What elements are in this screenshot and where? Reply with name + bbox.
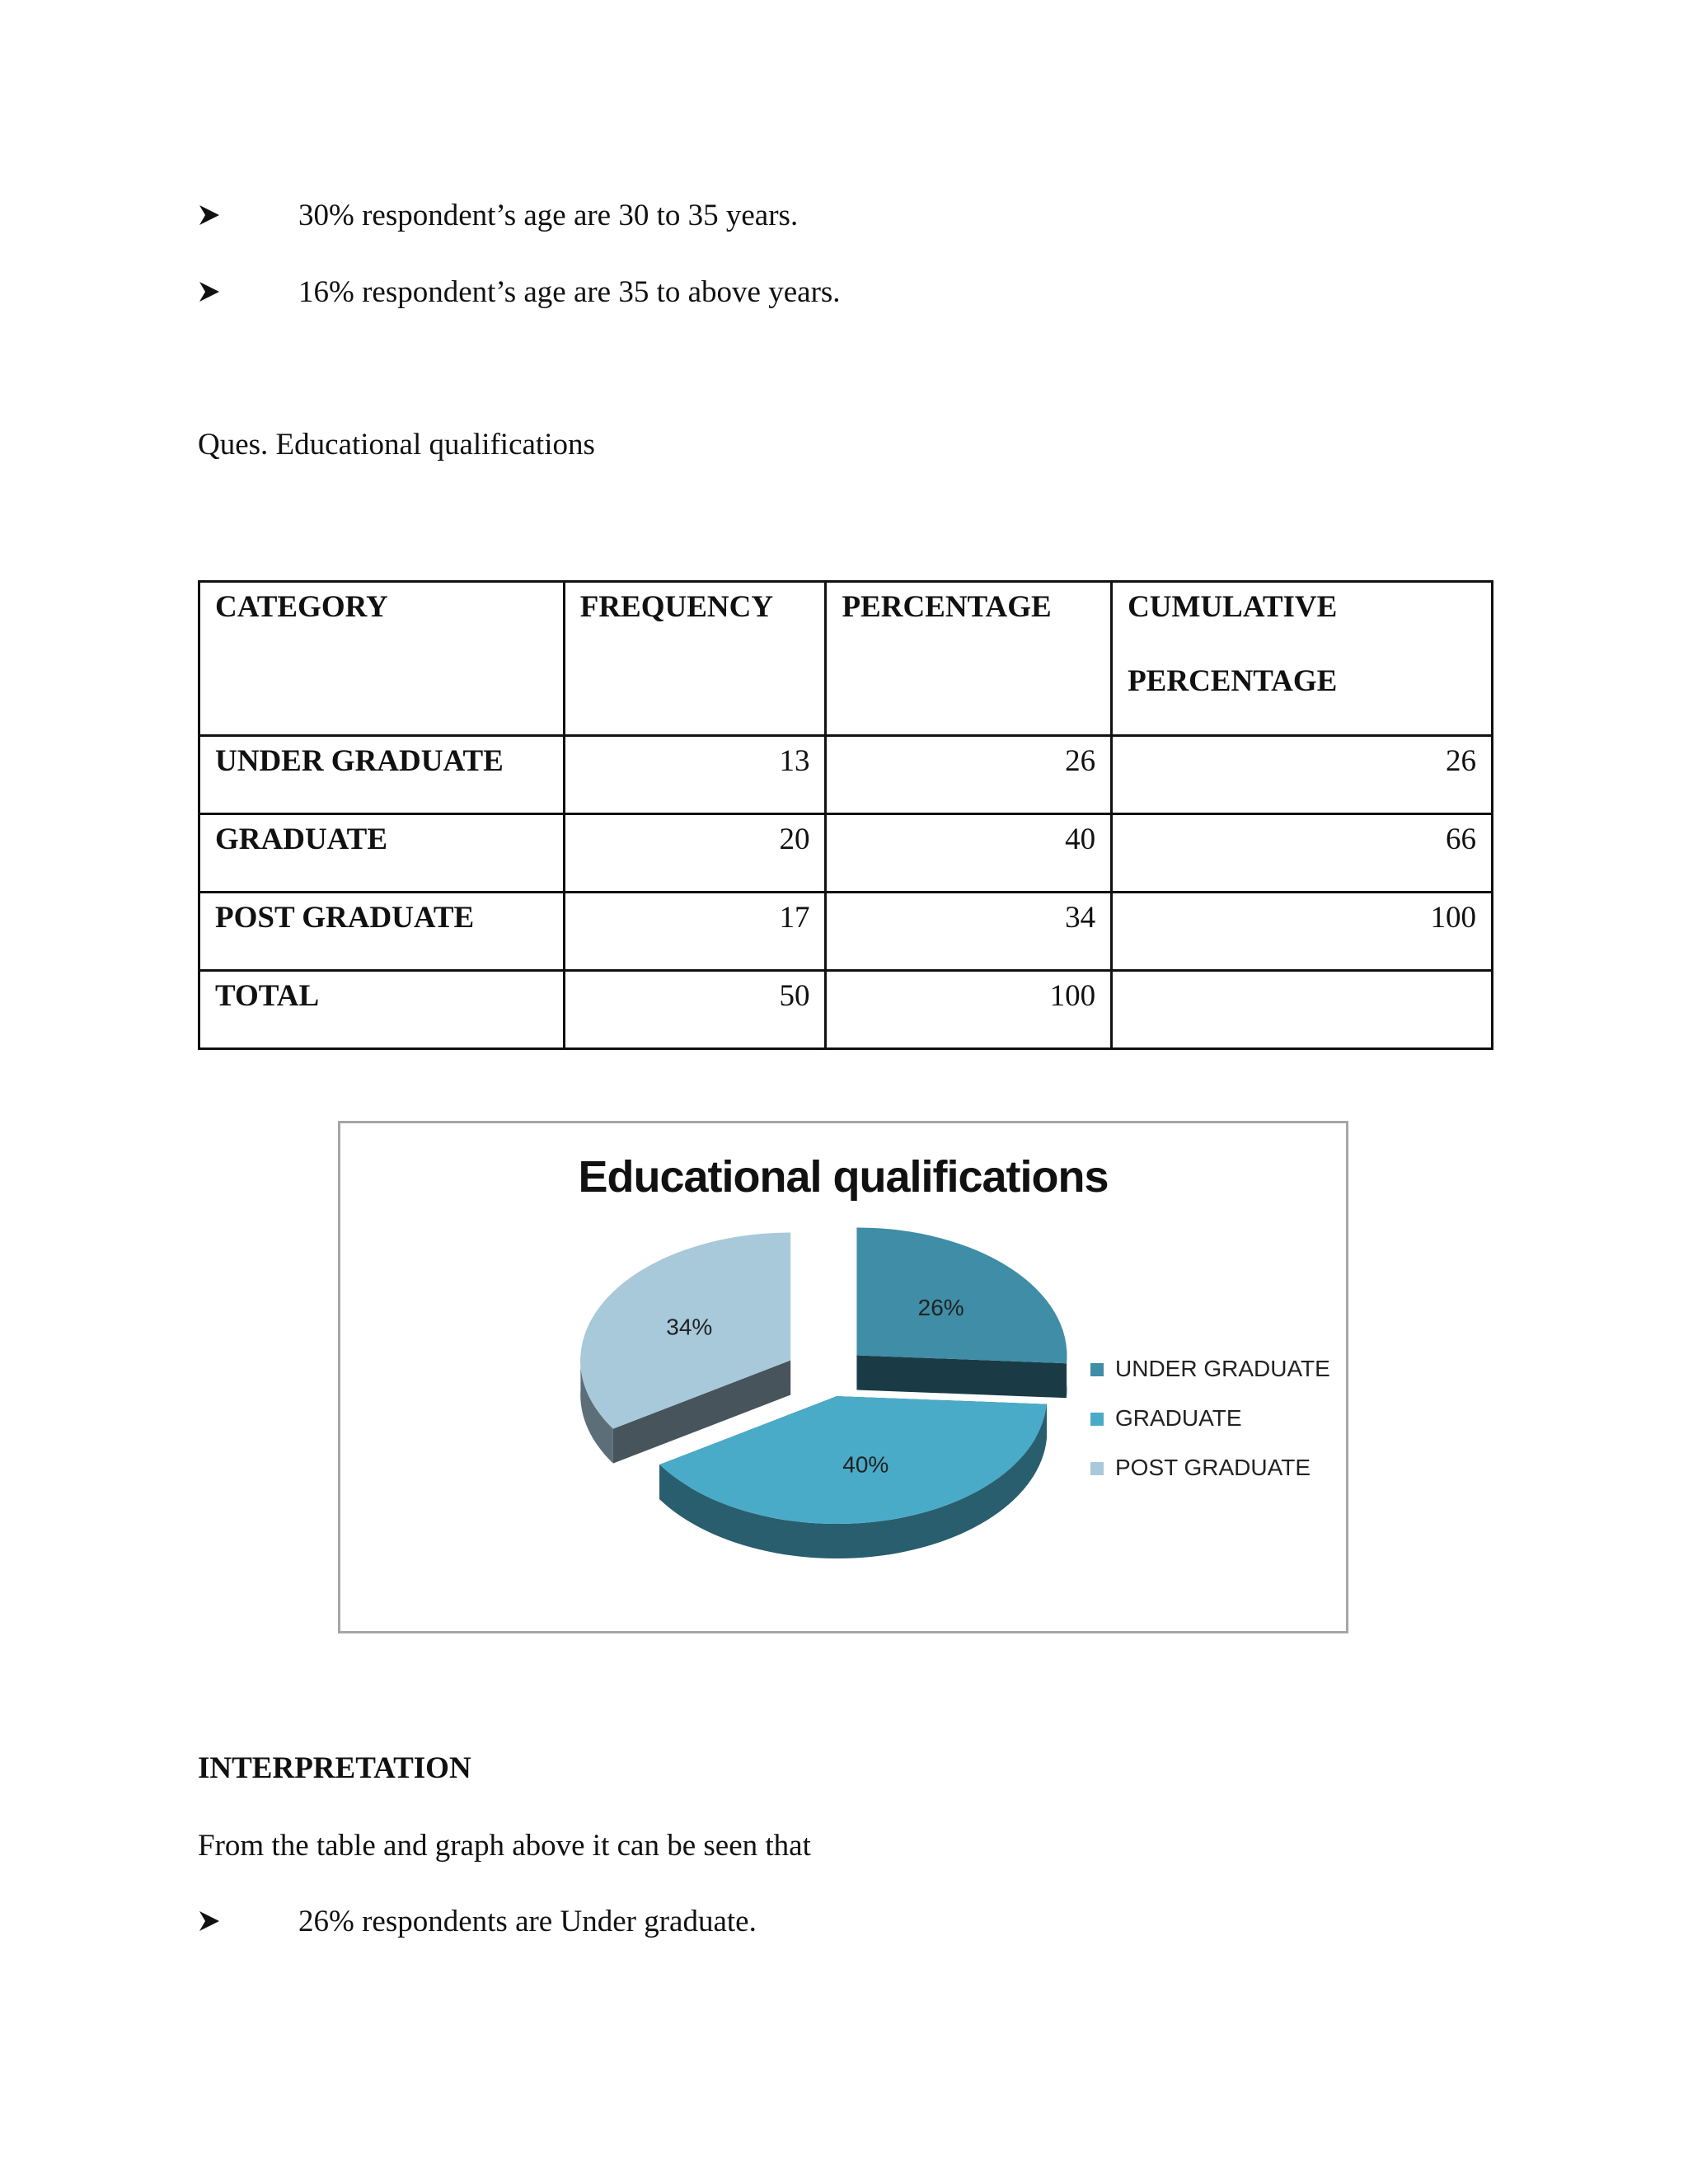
legend-label: GRADUATE <box>1115 1405 1242 1431</box>
header-percentage: PERCENTAGE <box>826 582 1112 736</box>
cell-cumulative: 26 <box>1112 736 1493 814</box>
header-frequency: FREQUENCY <box>564 582 826 736</box>
qualification-table <box>198 580 1493 1050</box>
cell-frequency: 20 <box>564 814 826 893</box>
cell-percentage: 100 <box>826 971 1112 1049</box>
legend-swatch <box>1090 1413 1104 1426</box>
cell-category: UNDER GRADUATE <box>199 736 565 814</box>
cell-percentage: 26 <box>826 736 1112 814</box>
pie-data-label: 40% <box>842 1451 889 1478</box>
table-row-total <box>199 971 1493 1049</box>
header-cumulative-line1: CUMULATIVE <box>1128 590 1338 624</box>
legend-label: POST GRADUATE <box>1115 1455 1311 1480</box>
bullet-text: 16% respondent’s age are 35 to above years. <box>298 275 841 309</box>
cell-category: POST GRADUATE <box>199 893 565 971</box>
arrow-bullet-icon <box>198 274 231 304</box>
cell-cumulative <box>1112 971 1493 1049</box>
chart-title: Educational qualifications <box>578 1152 1109 1202</box>
pie-data-label: 34% <box>666 1314 713 1340</box>
pie-chart <box>338 1121 1348 1633</box>
cell-percentage: 40 <box>826 814 1112 893</box>
table-row <box>199 893 1493 971</box>
interpretation-intro: From the table and graph above it can be seen that <box>198 1829 811 1863</box>
table-row <box>199 814 1493 893</box>
header-category: CATEGORY <box>199 582 565 736</box>
legend-swatch <box>1090 1363 1104 1376</box>
interpretation-heading: INTERPRETATION <box>198 1751 471 1785</box>
legend-swatch <box>1090 1462 1104 1475</box>
bullet-text: 30% respondent’s age are 30 to 35 years. <box>298 199 799 232</box>
cell-category: TOTAL <box>199 971 565 1049</box>
table-header-row <box>199 582 1493 736</box>
arrow-bullet-icon <box>198 1904 231 1933</box>
arrow-bullet-icon <box>198 198 231 227</box>
legend-label: UNDER GRADUATE <box>1115 1356 1330 1381</box>
header-cumulative <box>1112 582 1493 736</box>
pie-data-label: 26% <box>917 1295 964 1321</box>
cell-percentage: 34 <box>826 893 1112 971</box>
cell-category: GRADUATE <box>199 814 565 893</box>
cell-frequency: 17 <box>564 893 826 971</box>
bullet-text: 26% respondents are Under graduate. <box>298 1905 757 1938</box>
question-text: Ques. Educational qualifications <box>198 428 595 462</box>
cell-frequency: 50 <box>564 971 826 1049</box>
cell-cumulative: 66 <box>1112 814 1493 893</box>
cell-cumulative: 100 <box>1112 893 1493 971</box>
table-row <box>199 736 1493 814</box>
header-cumulative-line2: PERCENTAGE <box>1128 664 1338 698</box>
cell-frequency: 13 <box>564 736 826 814</box>
